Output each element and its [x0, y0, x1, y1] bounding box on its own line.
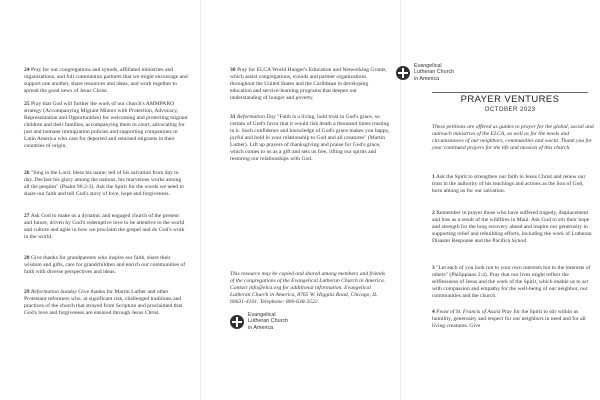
entry-text: Pray that God will further the work of our church's AMMPARO strategy (Accompanying Migrant Minors with Protection, Advocacy, Representation and Opportunities) for welcoming and protecting migrant children and their families, accompanying them in court, advocating for just and humane immigration policies and supporting companions in Latin America who care for deported and returned migrants in their countries of origin.: [24, 101, 188, 149]
entry-number: 30: [230, 67, 236, 73]
logo-line-1: Evangelical: [414, 63, 442, 69]
right-panel: [400, 0, 600, 400]
logo-line-2: Lutheran Church: [248, 318, 289, 325]
prayer-entry-4: [432, 309, 594, 330]
entry-number: 27: [24, 213, 30, 219]
entry-text: Remember in prayer those who have suffered tragedy, displacement and loss as a result of the wildfires in Maui. Ask God to stir their hope and strength for the long recovery ahead and inspire our generosity in supporting relief and rebuilding efforts, including the work of Lutheran Disaster Response and the Pacifica Synod.: [432, 210, 592, 244]
prayer-entry-27: [24, 213, 188, 241]
logo-line-1: Evangelical: [248, 312, 276, 318]
prayer-entry-24: [24, 67, 188, 95]
entry-number: 29: [24, 289, 30, 295]
entry-number: 25: [24, 101, 30, 107]
entry-number: 28: [24, 255, 30, 261]
logo-line-3: in America: [414, 75, 440, 82]
entry-number: 4: [432, 309, 435, 315]
page-date: OCTOBER 2023: [484, 106, 536, 113]
entry-label: Reformation Sunday: [31, 289, 77, 295]
cross-icon: [230, 315, 244, 329]
copyright-note: This resource may be copied and shared among members and friends of the congregations of the Evangelical Lutheran Church in America. Contact info@elca.org for additional information. Evangelical Lutheran Church in America, 8765 W. Higgins Road, Chicago, IL 60631-4101. Telephone: 800-638-3522.: [230, 271, 386, 305]
entry-number: 1: [432, 174, 435, 180]
prayer-entry-1: [432, 174, 594, 195]
entry-number: 2: [432, 210, 435, 216]
intro-paragraph: These petitions are offered as guides to prayer for the global, social and outreach ministries of the ELCA, as well as for the needs and circumstances of our neighbors, communities and world. Thank you for your continued prayers for the life and mission of this church.: [432, 124, 594, 151]
logo-wordmark: [248, 312, 288, 331]
prayer-entry-29: [24, 289, 188, 317]
entry-text: "Let each of you look not to your own interests but to the interests of others" (Philippians 2:4). Pray that our lives might reflect the selflessness of Jesus and the work of the Spirit, which enable us to act with compassion and empathy for the well-being of our neighbor, our communities and the church.: [432, 265, 591, 299]
entry-number: 3: [432, 265, 435, 271]
prayer-entry-31: [230, 114, 390, 163]
left-panel: [0, 0, 200, 400]
middle-panel: [200, 0, 400, 400]
prayer-entry-28: [24, 255, 188, 276]
entry-label: Feast of St. Francis of Assisi: [436, 309, 501, 315]
entry-text: Pray for the Spirit to stir within us humility, generosity and respect for our neighbors in need and for all living creatures. Give: [432, 309, 586, 329]
entry-label: Reformation Day: [237, 114, 276, 120]
entry-text: Pray for ELCA World Hunger's Education and Networking Grants, which assist congregations, synods and partner organizations throughout the United States and the Caribbean in developing education and service-learning programs that deepen our understanding of hunger and poverty.: [230, 67, 387, 101]
entry-number: 24: [24, 67, 30, 73]
entry-text: Pray for our congregations and synods, affiliated ministries and organizations, and full communion partners that we might encourage and support one another, share resources and ideas, and work together to spread the good news of Jesus Christ.: [24, 67, 188, 94]
prayer-entry-3: [432, 265, 594, 300]
logo-line-2: Lutheran Church: [414, 69, 455, 76]
entry-number: 26: [24, 170, 30, 176]
elca-logo: [230, 312, 288, 331]
prayer-entry-25: [24, 101, 188, 150]
entry-number: 31: [230, 114, 236, 120]
prayer-entry-30: [230, 67, 390, 102]
entry-text: "Sing to the Lord; bless his name; tell of his salvation from day to day. Declare his glory among the nations, his marvelous works among all the peoples" (Psalm 96:2-3). Ask the Spirit for the words we need to share our faith and tell God's story of love, hope and forgiveness.: [24, 170, 184, 197]
logo-line-3: in America: [248, 324, 274, 331]
prayer-entry-26: [24, 170, 188, 198]
entry-text: Give thanks for Martin Luther and other Protestant reformers who, at significant risk, challenged traditions and practices of the church that strayed from Scripture and proclaimed that God's love and forgiveness are ensured through Jesus Christ.: [24, 289, 183, 316]
entry-text: "Faith is a living, bold trust in God's grace, so certain of God's favor that it would risk death a thousand times trusting in it. Such confidence and knowledge of God's grace makes you happy, joyful and bold in your relationship to God and all creatures" (Martin Luther). Lift up prayers of thanksgiving and praise for God's grace, which comes to us as a gift and sets us free, lifting our spirits and restoring our relationships with God.: [230, 114, 390, 162]
entry-text: Ask the Spirit to strengthen our faith in Jesus Christ and renew our trust in the authority of his teachings and actions as the Son of God, born among us for our salvation.: [432, 174, 586, 194]
entry-text: Give thanks for grandparents who inspire our faith, share their wisdom and gifts, care for grandchildren and enrich our communities of faith with diverse perspectives and ideas.: [24, 255, 186, 275]
page-title: PRAYER VENTURES: [460, 94, 560, 105]
entry-text: Ask God to make us a dynamic and engaged church of the present and future, driven by God's redemptive love to be attentive to the world and culture and agile in how we proclaim the gospel and do God's work in the world.: [24, 213, 185, 240]
prayer-entry-2: [432, 210, 594, 245]
